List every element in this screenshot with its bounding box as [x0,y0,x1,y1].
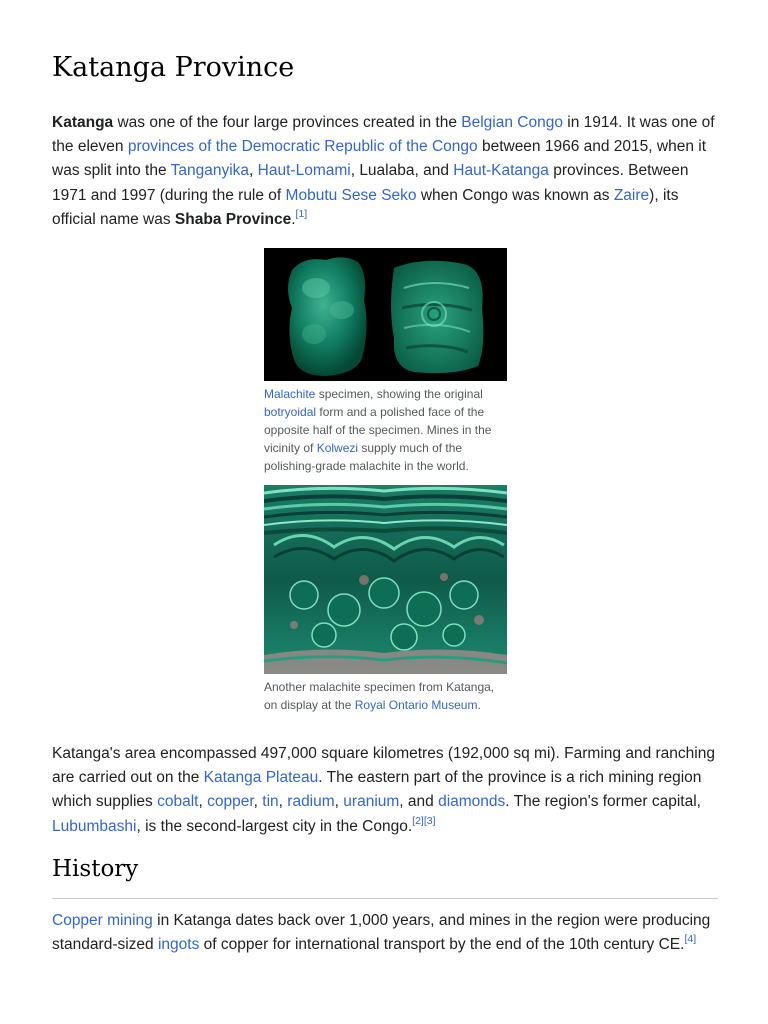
intro-text-2: in 1914. It was one of the eleven [52,114,715,156]
area-text-5: , is the second-largest city in the Congo. [136,817,413,835]
link-lubumbashi[interactable]: Lubumbashi [52,817,137,835]
link-tanganyika[interactable]: Tanganyika [170,162,250,180]
area-text-3: , and [399,793,439,811]
area-sep-3: , [278,793,288,811]
caption2-text-2: . [477,698,481,712]
figure1-caption [264,385,507,475]
caption2-text-1: Another malachite specimen from Katanga, on display at the [264,680,495,712]
figure2-caption [264,678,507,714]
caption1-text-3: supply much of the polishing-grade malachite in the world. [264,441,469,473]
intro-text-8: ), its official name was [52,186,679,228]
intro-text-7: when Congo was known as [416,186,614,204]
bold-katanga: Katanga [52,114,114,131]
intro-text-4: , [249,162,258,180]
reference-3-link[interactable]: [3] [423,814,436,827]
area-sep-2: , [253,793,263,811]
intro-text-5: , Lualaba, and [350,162,454,180]
reference-2-link[interactable]: [2] [412,814,424,827]
reference-4-link[interactable]: [4] [684,933,697,946]
figure-malachite-slice [264,485,507,714]
intro-text-1: was one of the four large provinces created in the [113,114,462,131]
malachite-slice-image[interactable] [264,485,507,674]
link-cobalt[interactable]: cobalt [157,793,199,811]
area-text-1: Katanga's area encompassed 497,000 square kilometres (192,000 sq mi). Farming and ranching are carried out on the [52,745,715,787]
malachite-specimen-image[interactable] [264,248,507,381]
reference-1-link[interactable]: [1] [295,207,308,220]
link-haut-lomami[interactable]: Haut-Lomami [257,162,351,180]
history-paragraph [52,909,718,957]
link-haut-katanga[interactable]: Haut-Katanga [453,162,549,180]
link-mobutu-sese-seko[interactable]: Mobutu Sese Seko [285,186,417,204]
area-sep-1: , [198,793,208,811]
intro-paragraph [52,111,718,232]
link-zaire[interactable]: Zaire [613,186,650,204]
link-diamonds[interactable]: diamonds [438,793,506,811]
malachite-specimen-photo-icon [264,248,507,381]
caption-link-malachite[interactable]: Malachite [264,387,316,401]
reference-4 [684,933,696,945]
caption1-text-2: form and a polished face of the opposite half of the specimen. Mines in the vicinity of [264,405,492,455]
link-uranium[interactable]: uranium [343,793,400,811]
history-text-1: in Katanga dates back over 1,000 years, and mines in the region were producing standard-sized [52,912,711,954]
link-copper-mining[interactable]: Copper mining [52,912,153,929]
area-text-4: . The region's former capital, [505,793,701,811]
caption-link-botryoidal[interactable]: botryoidal [264,405,317,419]
history-text-2: of copper for international transport by the end of the 10th century CE. [199,936,685,954]
area-paragraph [52,742,718,839]
history-heading-divider [52,898,718,899]
caption1-text-1: specimen, showing the original [315,387,483,401]
link-copper[interactable]: copper [207,793,254,811]
link-ingots[interactable]: ingots [157,936,200,954]
bold-shaba-province: Shaba Province [174,210,292,228]
caption-link-kolwezi[interactable]: Kolwezi [316,441,359,455]
link-tin[interactable]: tin [262,793,279,811]
malachite-slice-photo-icon [264,485,507,674]
area-sep-4: , [334,793,344,811]
link-belgian-congo[interactable]: Belgian Congo [461,114,563,131]
reference-3 [424,815,436,827]
link-provinces-drc[interactable]: provinces of the Democratic Republic of the Congo [127,138,478,156]
reference-2 [412,815,424,827]
intro-text-6: provinces. Between 1971 and 1997 (during the rule of [52,162,689,204]
link-katanga-plateau[interactable]: Katanga Plateau [203,769,319,787]
reference-1 [296,208,308,220]
caption-link-royal-ontario-museum[interactable]: Royal Ontario Museum [354,698,478,712]
page-title: Katanga Province [52,52,295,83]
link-radium[interactable]: radium [287,793,335,811]
intro-text-3: between 1966 and 2015, when it was split into the [52,138,707,180]
figure-malachite-specimen [264,248,507,475]
intro-text-9: . [291,210,296,228]
history-heading: History [52,856,139,882]
area-text-2: . The eastern part of the province is a rich mining region which supplies [52,769,702,811]
